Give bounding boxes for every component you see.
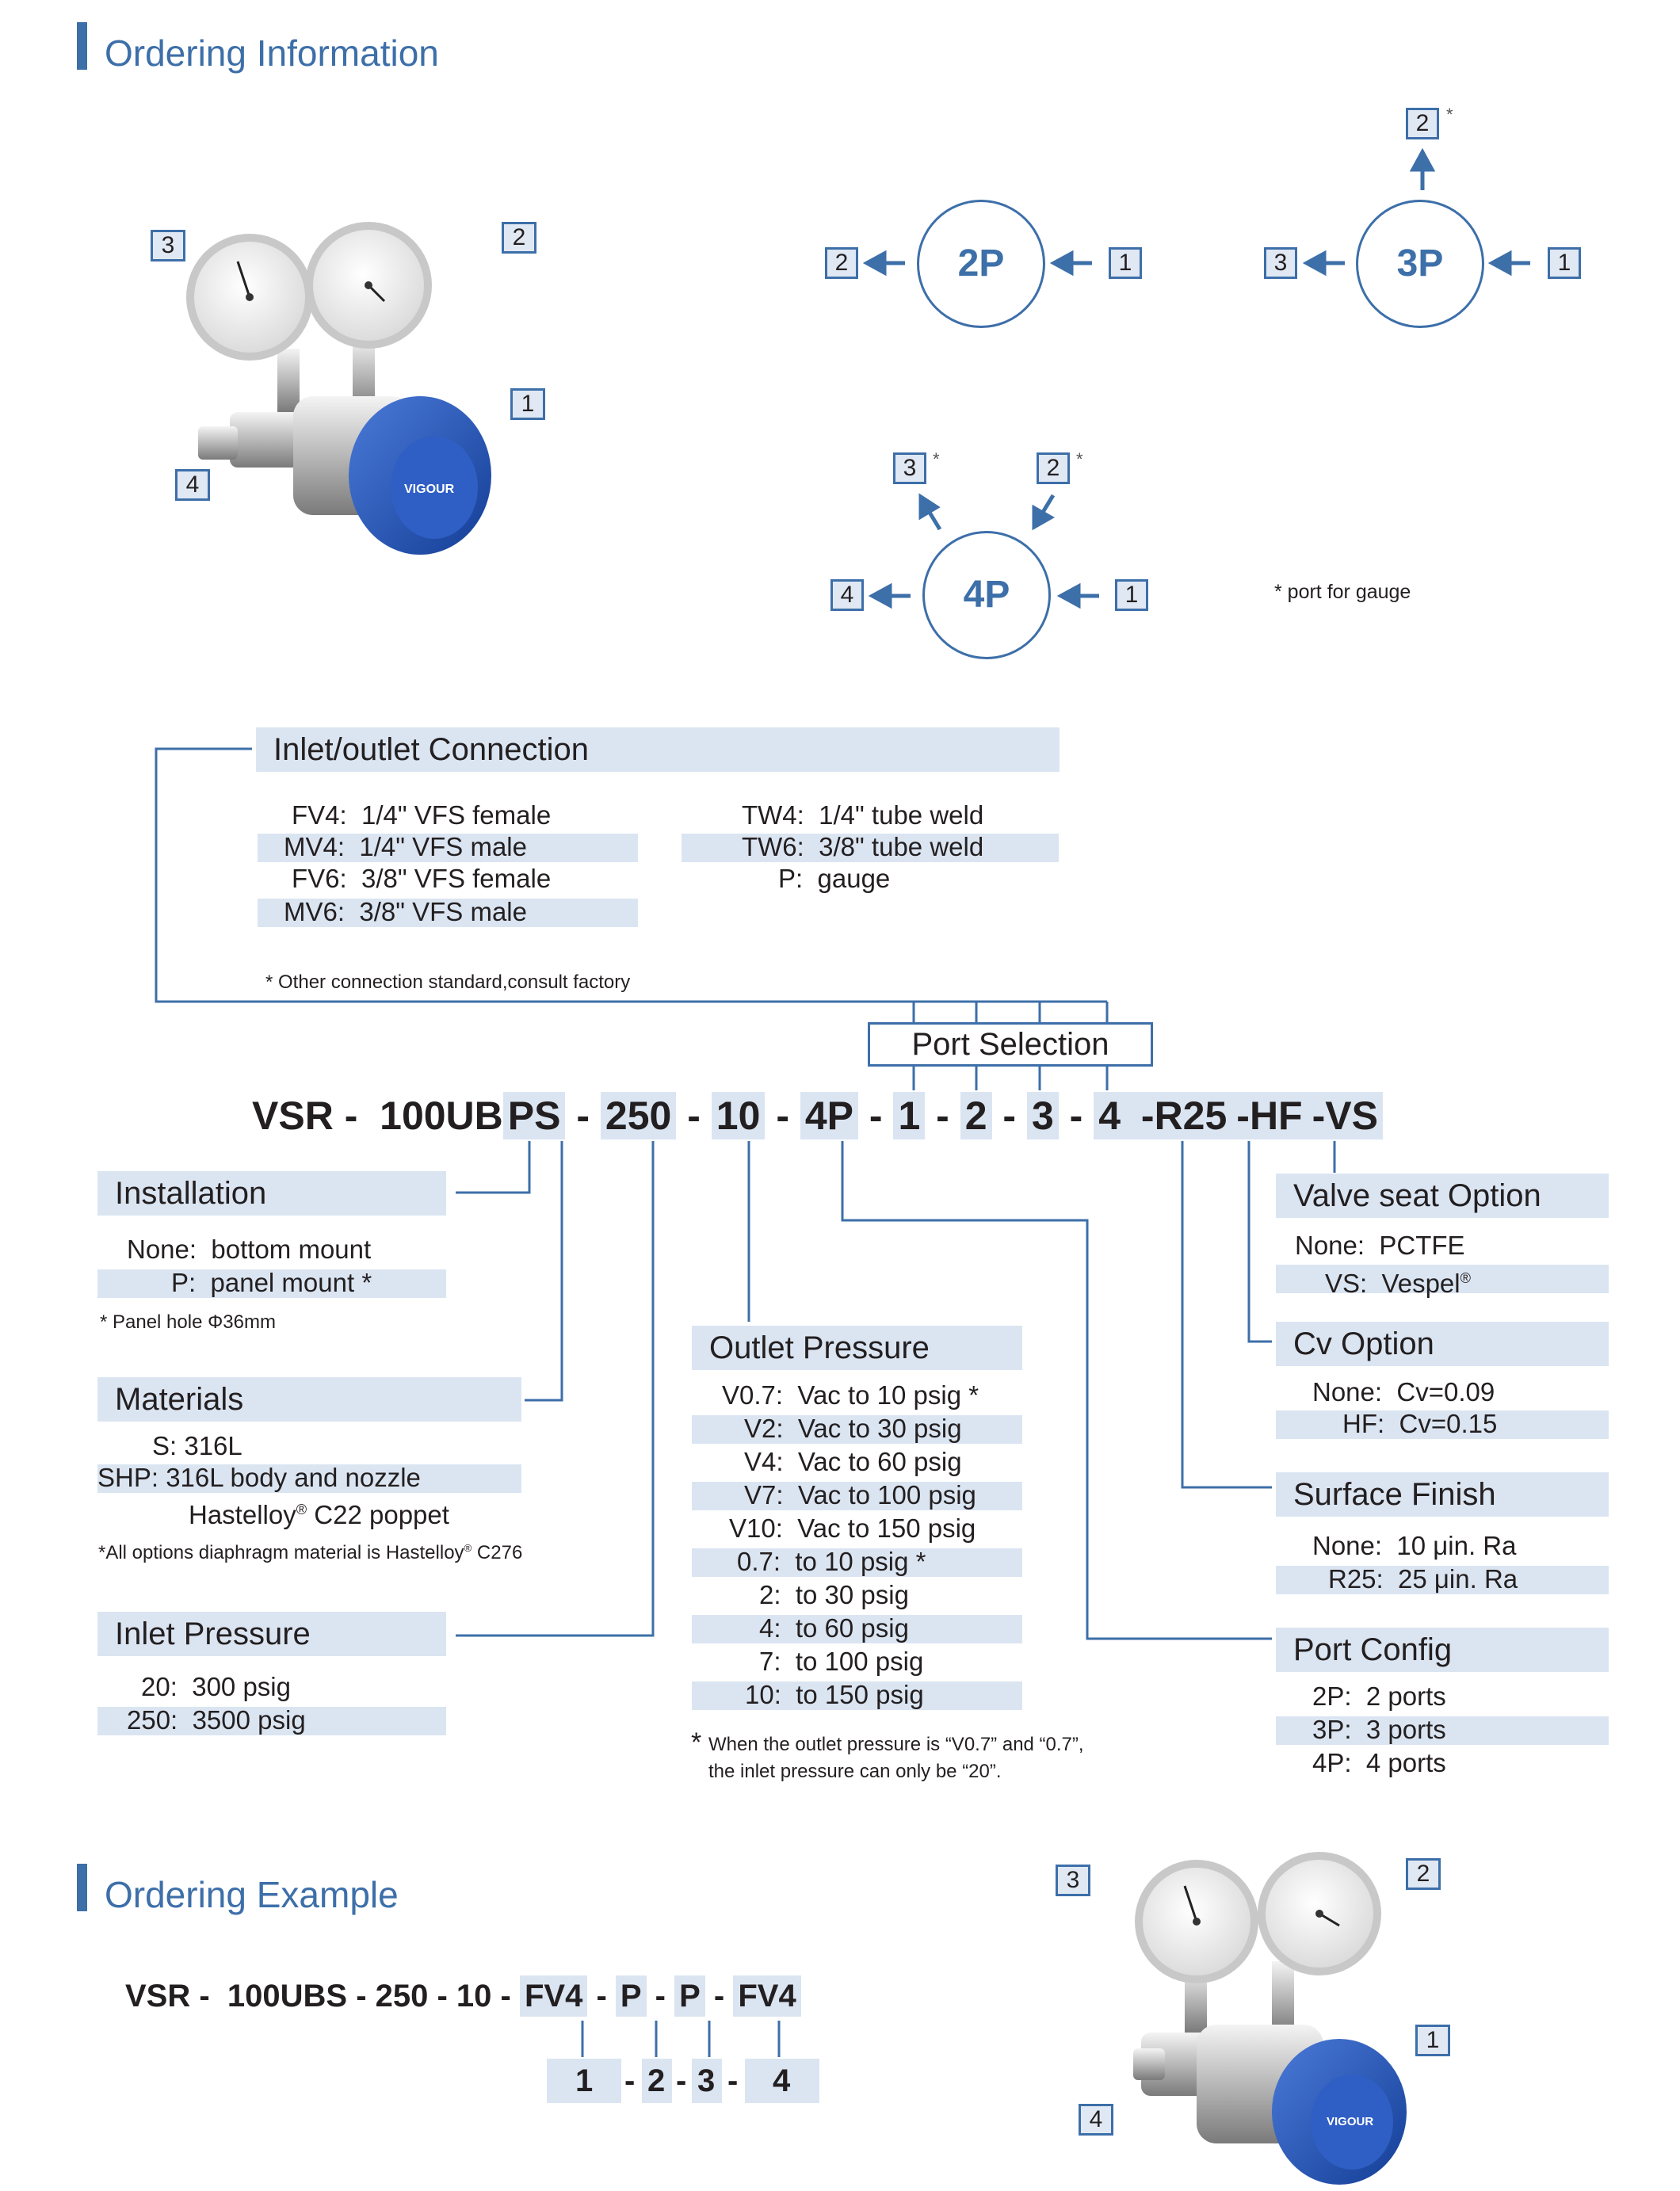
code-dash: - [1058,1094,1094,1138]
example-port-number: 4 [773,2063,791,2098]
diagram-4p: 4P [922,531,1051,659]
port-label-2: 2 [502,222,536,254]
diagram-4p-ul-star: * [933,449,940,469]
example-port-number: 3 [697,2063,716,2098]
example-dash: - [704,1979,734,2014]
materials-note-text: *All options diaphragm material is Hastelloy [98,1542,464,1563]
example-port-number: 2 [647,2063,666,2098]
valve-seat-option-text: VS: Vespel [1325,1269,1460,1298]
code-dash: - [676,1094,712,1138]
port-config-option: 4P: 4 ports [1312,1748,1446,1777]
outlet-pressure-note-star: * [691,1727,702,1758]
registered-mark: ® [464,1542,472,1554]
inlet-outlet-option: P: gauge [778,864,891,893]
code-installation-material: PS [503,1092,566,1139]
materials-header: Materials [97,1377,521,1422]
example-port-3-code: P [674,1975,705,2017]
code-valve-seat: -VS [1308,1092,1383,1139]
example-sep: - [727,2063,739,2098]
code-port-config: 4P [800,1092,858,1139]
example-port-number: 1 [575,2063,594,2098]
diagram-3p-left: 3 [1264,247,1297,279]
diagram-4p-upper-right: 2 [1037,452,1070,484]
installation-note: * Panel hole Φ36mm [100,1311,276,1333]
port-config-option: 2P: 2 ports [1312,1681,1446,1711]
registered-mark: ® [296,1502,307,1517]
valve-seat-option: None: PCTFE [1295,1231,1465,1260]
code-port-3: 3 [1027,1092,1059,1139]
code-port-4: 4 [1094,1092,1125,1139]
port-label-2: 2 [1406,1858,1441,1890]
code-dash: - [925,1094,960,1138]
code-port-1: 1 [893,1092,925,1139]
code-surface-finish: -R25 [1125,1092,1231,1139]
outlet-pressure-option: V7: Vac to 100 psig [744,1480,976,1510]
materials-note-tail: C276 [472,1542,523,1563]
port-label-4: 4 [175,469,210,501]
svg-text:VIGOUR: VIGOUR [404,483,455,496]
outlet-pressure-header: Outlet Pressure [692,1326,1022,1370]
diagram-4p-right: 1 [1115,579,1148,611]
diagram-3p-top: 2 [1406,108,1439,139]
inlet-pressure-option: 250: 3500 psig [127,1705,306,1735]
example-dash: - [646,1979,675,2014]
port-config-option: 3P: 3 ports [1312,1715,1446,1744]
diagram-3p-right: 1 [1548,247,1581,279]
port-label-3: 3 [1056,1865,1090,1896]
port-selection-box: Port Selection [868,1022,1153,1067]
ordering-information-title: Ordering Information [105,32,439,74]
code-inlet-pressure: 250 [601,1092,676,1139]
surface-finish-option: R25: 25 μin. Ra [1328,1564,1518,1594]
inlet-outlet-option: FV4: 1/4" VFS female [292,800,552,830]
diagram-2p-left: 2 [825,247,858,279]
inlet-outlet-option: TW6: 3/8" tube weld [742,832,984,861]
ordering-example-title: Ordering Example [105,1874,399,1915]
code-dash: - [991,1094,1027,1138]
example-port-2-code: P [616,1975,647,2017]
diagram-4p-upper-left: 3 [893,452,926,484]
outlet-pressure-option: V4: Vac to 60 psig [744,1447,962,1476]
code-port-2: 2 [960,1092,992,1139]
installation-option: P: panel mount * [171,1268,372,1297]
example-code-prefix: VSR - 100UBS - 250 - 10 - [125,1979,520,2014]
registered-mark: ® [1460,1270,1471,1286]
diagram-3p-gauge-star: * [1446,105,1453,124]
inlet-pressure-option: 20: 300 psig [141,1672,291,1701]
inlet-outlet-note: * Other connection standard,consult factory [265,971,631,993]
outlet-pressure-option: 10: to 150 psig [745,1680,924,1709]
materials-option-3-tail: C22 poppet [307,1500,449,1529]
outlet-pressure-note-line1: When the outlet pressure is “V0.7” and “0.7”, [708,1734,1084,1755]
port-label-1: 1 [510,388,545,420]
code-cv-option: -HF [1231,1092,1307,1139]
diagram-3p: 3P [1356,200,1484,328]
outlet-pressure-option: V0.7: Vac to 10 psig * [722,1380,979,1410]
example-port-4-code: FV4 [733,1975,800,2017]
cv-option-header: Cv Option [1276,1322,1609,1366]
outlet-pressure-option: V10: Vac to 150 psig [729,1513,976,1543]
code-dash: - [765,1094,800,1138]
inlet-outlet-option: FV6: 3/8" VFS female [292,864,552,893]
valve-seat-header: Valve seat Option [1276,1174,1609,1218]
port-config-header: Port Config [1276,1628,1609,1672]
materials-option: SHP: 316L body and nozzle [97,1463,421,1492]
surface-finish-header: Surface Finish [1276,1472,1609,1517]
diagram-4p-left: 4 [830,579,864,611]
gauge-port-note: * port for gauge [1274,581,1411,603]
inlet-outlet-option: TW4: 1/4" tube weld [742,800,984,830]
code-dash: - [858,1094,894,1138]
code-dash: - [565,1094,601,1138]
example-dash: - [587,1979,616,2014]
outlet-pressure-option: 4: to 60 psig [759,1613,909,1643]
outlet-pressure-option: 0.7: to 10 psig * [737,1547,926,1576]
diagram-4p-ur-star: * [1076,449,1083,469]
port-label-4: 4 [1079,2104,1113,2136]
code-outlet-pressure: 10 [712,1092,766,1139]
diagram-2p: 2P [917,200,1045,328]
cv-option-option: HF: Cv=0.15 [1342,1409,1498,1438]
example-port-1-code: FV4 [520,1975,587,2017]
svg-text:VIGOUR: VIGOUR [1327,2115,1374,2128]
materials-option-3-text: Hastelloy [189,1500,296,1529]
code-prefix: VSR - 100UB [252,1094,503,1138]
outlet-pressure-note-line2: the inlet pressure can only be “20”. [708,1761,1002,1782]
installation-option: None: bottom mount [127,1235,372,1264]
port-label-1: 1 [1415,2025,1450,2056]
diagram-2p-right: 1 [1109,247,1142,279]
inlet-pressure-header: Inlet Pressure [97,1612,446,1656]
cv-option-option: None: Cv=0.09 [1312,1377,1495,1407]
example-sep: - [676,2063,687,2098]
materials-option: S: 316L [152,1431,242,1460]
surface-finish-option: None: 10 μin. Ra [1312,1531,1517,1560]
outlet-pressure-option: 7: to 100 psig [759,1647,924,1676]
port-label-3: 3 [151,230,185,261]
inlet-outlet-header: Inlet/outlet Connection [256,727,1060,772]
example-sep: - [624,2063,636,2098]
outlet-pressure-option: V2: Vac to 30 psig [744,1414,962,1443]
outlet-pressure-option: 2: to 30 psig [759,1580,909,1609]
inlet-outlet-option: MV4: 1/4" VFS male [284,832,527,861]
regulator-photo-bottom [1109,1846,1426,2187]
installation-header: Installation [97,1171,446,1216]
inlet-outlet-option: MV6: 3/8" VFS male [284,897,527,926]
